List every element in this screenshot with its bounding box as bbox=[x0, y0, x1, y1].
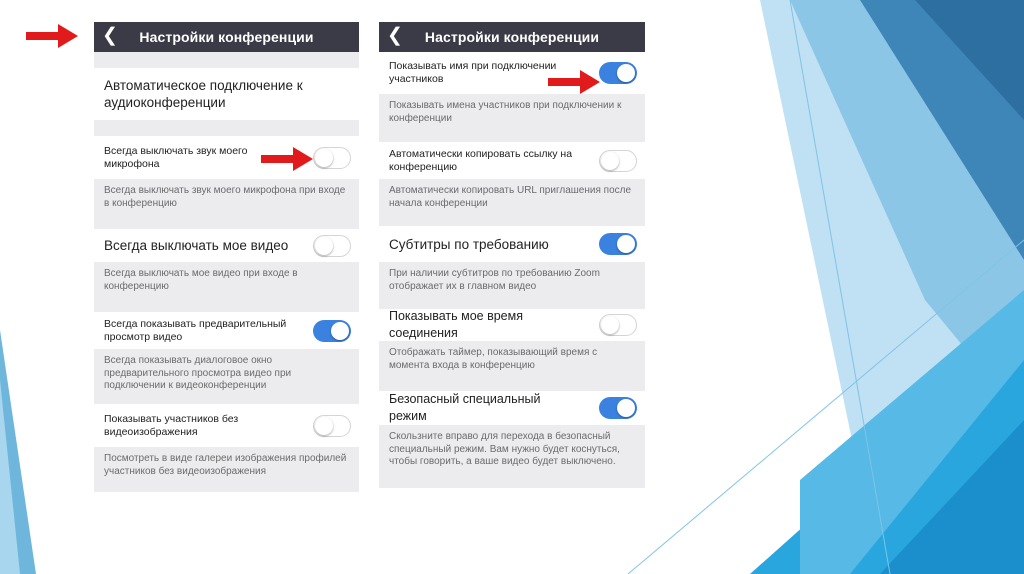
setting-description: При наличии субтитров по требованию Zoom отображает их в главном видео bbox=[379, 262, 645, 309]
left-header bbox=[94, 22, 359, 52]
back-button[interactable]: ❮ bbox=[387, 25, 403, 46]
setting-label: Всегда выключать звук моего микрофона bbox=[104, 144, 248, 170]
setting-subtitles[interactable] bbox=[379, 226, 645, 262]
setting-participants-no-video[interactable] bbox=[94, 404, 359, 447]
red-arrow-right-icon bbox=[548, 70, 600, 94]
right-settings-panel bbox=[379, 22, 645, 490]
setting-safe-mode[interactable] bbox=[379, 391, 645, 425]
setting-label: Безопасный специальный режим bbox=[389, 392, 541, 423]
setting-label: Показывать мое время соединения bbox=[389, 309, 523, 340]
setting-label: Всегда выключать мое видео bbox=[104, 238, 289, 253]
disable-video-toggle[interactable] bbox=[313, 235, 351, 257]
left-settings-panel bbox=[94, 22, 359, 492]
red-arrow-right-icon bbox=[26, 24, 78, 48]
section-gap bbox=[94, 120, 359, 136]
section-gap bbox=[94, 52, 359, 68]
setting-label: Показывать участников без видеоизображения bbox=[104, 412, 239, 438]
show-name-toggle[interactable] bbox=[599, 62, 637, 84]
right-header bbox=[379, 22, 645, 52]
subtitles-toggle[interactable] bbox=[599, 233, 637, 255]
header-title: Настройки конференции bbox=[139, 29, 314, 45]
setting-label: Автоматически копировать ссылку на конференцию bbox=[389, 147, 573, 173]
mute-mic-toggle[interactable] bbox=[313, 147, 351, 169]
safe-mode-toggle[interactable] bbox=[599, 397, 637, 419]
setting-description: Скользните вправо для перехода в безопасный специальный режим. Вам нужно будет коснуться, чтобы говорить, а ваше видео будет выключено. bbox=[379, 425, 645, 488]
setting-mute-mic[interactable] bbox=[94, 136, 359, 179]
setting-copy-link[interactable] bbox=[379, 142, 645, 179]
setting-show-name[interactable] bbox=[379, 52, 645, 94]
setting-description: Всегда выключать звук моего микрофона при входе в конференцию bbox=[94, 179, 359, 229]
section-title: Автоматическое подключение к аудиоконференции bbox=[104, 78, 303, 110]
setting-label: Всегда показывать предварительный просмотр видео bbox=[104, 317, 287, 343]
video-preview-toggle[interactable] bbox=[313, 320, 351, 342]
connection-time-toggle[interactable] bbox=[599, 314, 637, 336]
header-title: Настройки конференции bbox=[424, 29, 600, 45]
setting-video-preview[interactable] bbox=[94, 312, 359, 349]
red-arrow-right-icon bbox=[261, 147, 313, 171]
setting-description: Отображать таймер, показывающий время с момента входа в конференцию bbox=[379, 341, 645, 391]
setting-description: Посмотреть в виде галереи изображения профилей участников без видеоизображения bbox=[94, 447, 359, 492]
copy-link-toggle[interactable] bbox=[599, 150, 637, 172]
setting-connection-time[interactable] bbox=[379, 309, 645, 341]
back-button[interactable]: ❮ bbox=[102, 25, 118, 46]
participants-no-video-toggle[interactable] bbox=[313, 415, 351, 437]
section-heading-row bbox=[94, 68, 359, 120]
setting-label: Показывать имя при подключении участников bbox=[389, 60, 557, 85]
setting-description: Показывать имена участников при подключении к конференции bbox=[379, 94, 645, 142]
setting-disable-video[interactable] bbox=[94, 229, 359, 262]
setting-description: Автоматически копировать URL приглашения после начала конференции bbox=[379, 179, 645, 226]
setting-description: Всегда выключать мое видео при входе в конференцию bbox=[94, 262, 359, 312]
setting-label: Субтитры по требованию bbox=[389, 236, 549, 252]
setting-description: Всегда показывать диалоговое окно предварительного просмотра видео при подключении к видеоконференции bbox=[94, 349, 359, 404]
